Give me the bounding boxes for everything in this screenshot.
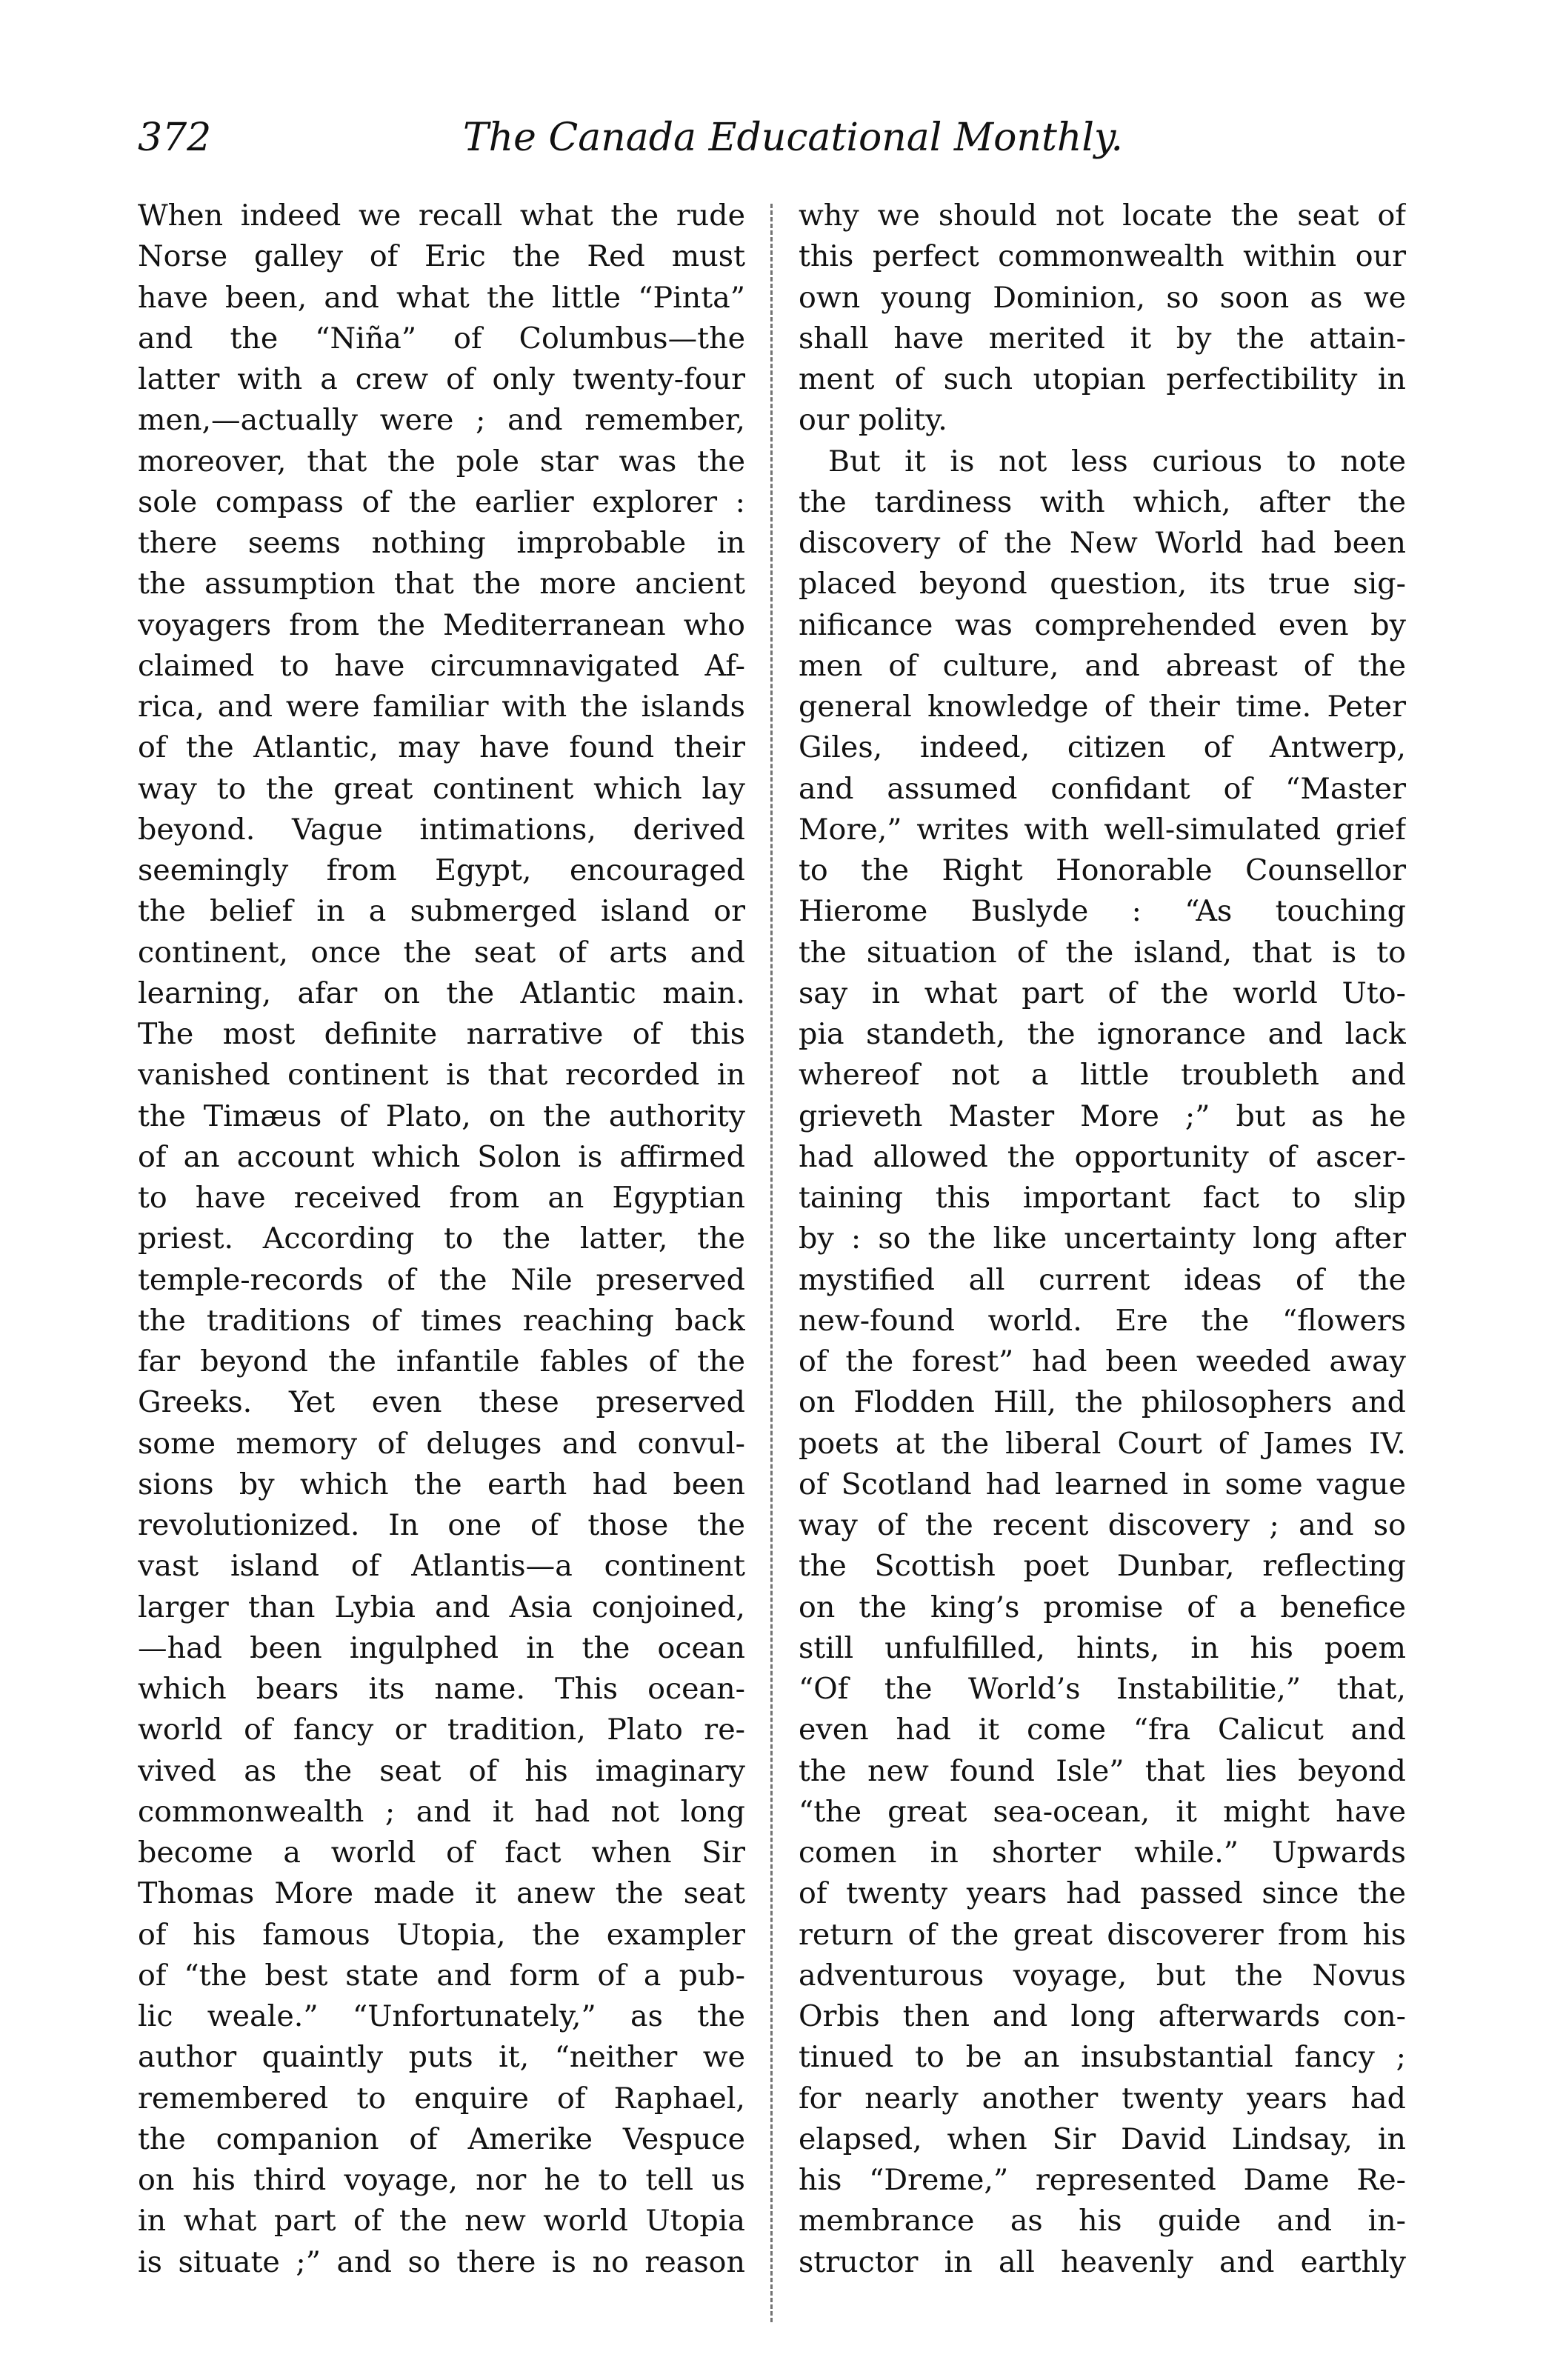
right-column <box>799 196 1406 2283</box>
text-line: sions by which the earth had been <box>138 1467 745 1501</box>
text-line: to the Right Honorable Counsellor <box>799 853 1406 887</box>
text-line: the companion of Amerike Vespuce <box>138 2121 745 2156</box>
text-line: sole compass of the earlier explorer : <box>138 484 745 519</box>
text-line: general knowledge of their time. Peter <box>799 690 1406 724</box>
text-line: placed beyond question, its true sig- <box>799 567 1406 601</box>
text-line: of “the best state and form of a pub- <box>138 1958 745 1993</box>
text-line: When indeed we recall what the rude <box>138 199 745 233</box>
text-line: on Flodden Hill, the philosophers and <box>799 1385 1406 1420</box>
text-line: return of the great discoverer from his <box>799 1917 1406 1952</box>
text-line: But it is not less curious to note <box>828 444 1406 479</box>
text-line: More,” writes with well-simulated grief <box>799 812 1406 847</box>
text-line: our polity. <box>799 403 947 438</box>
text-line: latter with a crew of only twenty-four <box>138 362 745 396</box>
text-line: vived as the seat of his imaginary <box>138 1753 745 1788</box>
text-line: is situate ;” and so there is no reason <box>138 2244 745 2279</box>
text-line: new-found world. Ere the “flowers <box>799 1303 1406 1338</box>
text-line: vanished continent is that recorded in <box>138 1058 745 1093</box>
text-line: nificance was comprehended even by <box>799 607 1406 642</box>
text-line: men of culture, and abreast of the <box>799 648 1406 683</box>
text-line: own young Dominion, so soon as we <box>799 280 1406 315</box>
text-line: Hierome Buslyde : “As touching <box>799 894 1406 929</box>
text-line: on the king’s promise of a benefice <box>799 1590 1406 1624</box>
text-line: Thomas More made it anew the seat <box>138 1876 745 1911</box>
column-divider <box>770 204 773 2322</box>
text-line: men,—actually were ; and remember, <box>138 403 745 438</box>
text-line: Giles, indeed, citizen of Antwerp, <box>799 730 1406 765</box>
text-line: of the Atlantic, may have found their <box>138 730 745 765</box>
text-line: of an account which Solon is affirmed <box>138 1139 745 1174</box>
text-line: seemingly from Egypt, encouraged <box>138 853 745 887</box>
text-line: “Of the World’s Instabilitie,” that, <box>799 1672 1406 1706</box>
text-line: still unfulfilled, hints, in his poem <box>799 1630 1406 1665</box>
text-line: which bears its name. This ocean- <box>138 1672 745 1706</box>
text-line: rica, and were familiar with the islands <box>138 690 745 724</box>
text-line: learning, afar on the Atlantic main. <box>138 976 745 1010</box>
text-line: world of fancy or tradition, Plato re- <box>138 1713 745 1747</box>
text-line: whereof not a little troubleth and <box>799 1058 1406 1093</box>
text-line: “the great sea-ocean, it might have <box>799 1794 1406 1829</box>
text-line: ment of such utopian perfectibility in <box>799 362 1406 396</box>
text-line: some memory of deluges and convul- <box>138 1426 745 1461</box>
text-line: had allowed the opportunity of ascer- <box>799 1139 1406 1174</box>
text-line: revolutionized. In one of those the <box>138 1508 745 1542</box>
text-line: beyond. Vague intimations, derived <box>138 812 745 847</box>
text-line: have been, and what the little “Pinta” <box>138 280 745 315</box>
text-line: of Scotland had learned in some vague <box>799 1467 1406 1501</box>
text-line: the Scottish poet Dunbar, reflecting <box>799 1549 1406 1584</box>
text-line: taining this important fact to slip <box>799 1181 1406 1215</box>
text-line: to have received from an Egyptian <box>138 1181 745 1215</box>
text-line: the situation of the island, that is to <box>799 935 1406 970</box>
text-line: become a world of fact when Sir <box>138 1836 745 1870</box>
text-line: there seems nothing improbable in <box>138 526 745 560</box>
text-line: larger than Lybia and Asia conjoined, <box>138 1590 745 1624</box>
text-line: mystified all current ideas of the <box>799 1262 1406 1297</box>
text-line: why we should not locate the seat of <box>799 199 1406 233</box>
text-line: claimed to have circumnavigated Af- <box>138 648 745 683</box>
text-line: The most definite narrative of this <box>138 1017 745 1051</box>
text-line: —had been ingulphed in the ocean <box>138 1630 745 1665</box>
text-line: for nearly another twenty years had <box>799 2081 1406 2116</box>
text-line: of the forest” had been weeded away <box>799 1344 1406 1379</box>
text-line: Norse galley of Eric the Red must <box>138 239 745 274</box>
text-line: this perfect commonwealth within our <box>799 239 1406 274</box>
text-line: in what part of the new world Utopia <box>138 2204 745 2239</box>
page-number: 372 <box>138 116 212 160</box>
text-line: way to the great continent which lay <box>138 771 745 806</box>
text-line: his “Dreme,” represented Dame Re- <box>799 2163 1406 2197</box>
text-line: adventurous voyage, but the Novus <box>799 1958 1406 1993</box>
text-line: tinued to be an insubstantial fancy ; <box>799 2040 1406 2075</box>
text-line: moreover, that the pole star was the <box>138 444 745 479</box>
text-line: temple-records of the Nile preserved <box>138 1262 745 1297</box>
text-line: way of the recent discovery ; and so <box>799 1508 1406 1542</box>
text-line: of his famous Utopia, the exampler <box>138 1917 745 1952</box>
text-line: far beyond the infantile fables of the <box>138 1344 745 1379</box>
text-line: commonwealth ; and it had not long <box>138 1794 745 1829</box>
text-line: remembered to enquire of Raphael, <box>138 2081 745 2116</box>
text-line: discovery of the New World had been <box>799 526 1406 560</box>
text-line: voyagers from the Mediterranean who <box>138 607 745 642</box>
text-line: the assumption that the more ancient <box>138 567 745 601</box>
text-line: shall have merited it by the attain- <box>799 321 1406 356</box>
text-line: the Timæus of Plato, on the authority <box>138 1099 745 1133</box>
text-line: on his third voyage, nor he to tell us <box>138 2163 745 2197</box>
text-line: and assumed confidant of “Master <box>799 771 1406 806</box>
text-line: grieveth Master More ;” but as he <box>799 1099 1406 1133</box>
left-column <box>138 196 745 2283</box>
text-line: of twenty years had passed since the <box>799 1876 1406 1911</box>
text-line: author quaintly puts it, “neither we <box>138 2040 745 2075</box>
text-line: structor in all heavenly and earthly <box>799 2244 1406 2279</box>
text-line: even had it come “fra Calicut and <box>799 1713 1406 1747</box>
text-line: by : so the like uncertainty long after <box>799 1221 1406 1256</box>
text-line: Orbis then and long afterwards con- <box>799 1999 1406 2033</box>
text-line: comen in shorter while.” Upwards <box>799 1836 1406 1870</box>
text-line: priest. According to the latter, the <box>138 1221 745 1256</box>
text-line: continent, once the seat of arts and <box>138 935 745 970</box>
text-line: the tardiness with which, after the <box>799 484 1406 519</box>
text-line: poets at the liberal Court of James IV. <box>799 1426 1406 1461</box>
text-line: and the “Niña” of Columbus—the <box>138 321 745 356</box>
text-line: vast island of Atlantis—a continent <box>138 1549 745 1584</box>
text-line: say in what part of the world Uto- <box>799 976 1406 1010</box>
text-line: lic weale.” “Unfortunately,” as the <box>138 1999 745 2033</box>
text-line: the belief in a submerged island or <box>138 894 745 929</box>
running-title: The Canada Educational Monthly. <box>463 116 1123 160</box>
text-line: the new found Isle” that lies beyond <box>799 1753 1406 1788</box>
text-line: elapsed, when Sir David Lindsay, in <box>799 2121 1406 2156</box>
text-line: the traditions of times reaching back <box>138 1303 745 1338</box>
text-line: membrance as his guide and in- <box>799 2204 1406 2239</box>
text-line: Greeks. Yet even these preserved <box>138 1385 745 1420</box>
text-line: pia standeth, the ignorance and lack <box>799 1017 1406 1051</box>
